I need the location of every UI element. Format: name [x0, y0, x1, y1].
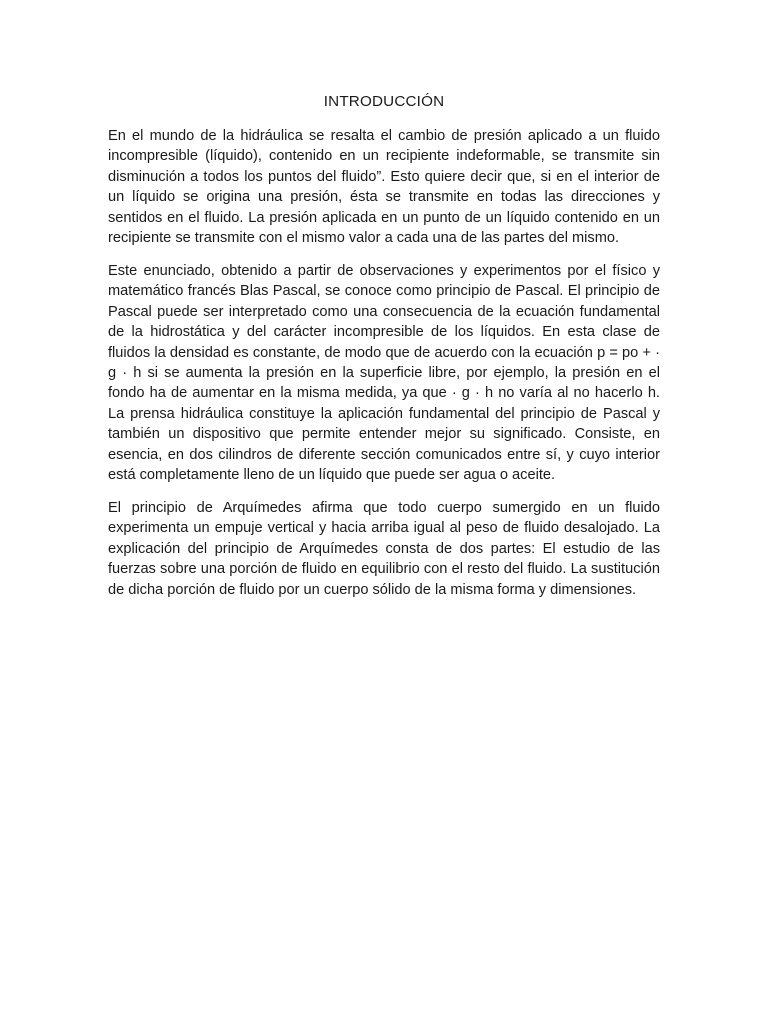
document-title: INTRODUCCIÓN — [323, 93, 445, 110]
paragraph-pascal: Este enunciado, obtenido a partir de observaciones y experimentos por el físico y matemático francés Blas Pascal, se conoce como principio de Pascal. El principio de Pascal puede ser interpretado como una consecuencia de la ecuación fundamental de la hidrostática y del carácter incompresible de los líquidos. En esta clase de fluidos la densidad es constante, de modo que de acuerdo con la ecuación p = po + · g · h si se aumenta la presión en la superficie libre, por ejemplo, la presión en el fondo ha de aumentar en la misma medida, ya que · g · h no varía al no hacerlo h. La prensa hidráulica constituye la aplicación fundamental del principio de Pascal y también un dispositivo que permite entender mejor su significado. Consiste, en esencia, en dos cilindros de diferente sección comunicados entre sí, y cuyo interior está completamente lleno de un líquido que puede ser agua o aceite. — [108, 262, 660, 483]
document-page — [108, 92, 660, 612]
paragraph-archimedes: El principio de Arquímedes afirma que todo cuerpo sumergido en un fluido experimenta un empuje vertical y hacia arriba igual al peso de fluido desalojado. La explicación del principio de Arquímedes consta de dos partes: El estudio de las fuerzas sobre una porción de fluido en equilibrio con el resto del fluido. La sustitución de dicha porción de fluido por un cuerpo sólido de la misma forma y dimensiones. — [108, 499, 660, 598]
paragraph-hydraulics: En el mundo de la hidráulica se resalta el cambio de presión aplicado a un fluido incompresible (líquido), contenido en un recipiente indeformable, se transmite sin disminución a todos los puntos del fluido”. Esto quiere decir que, si en el interior de un líquido se origina una presión, ésta se transmite en todas las direcciones y sentidos en el fluido. La presión aplicada en un punto de un líquido contenido en un recipiente se transmite con el mismo valor a cada una de las partes del mismo. — [108, 128, 660, 247]
